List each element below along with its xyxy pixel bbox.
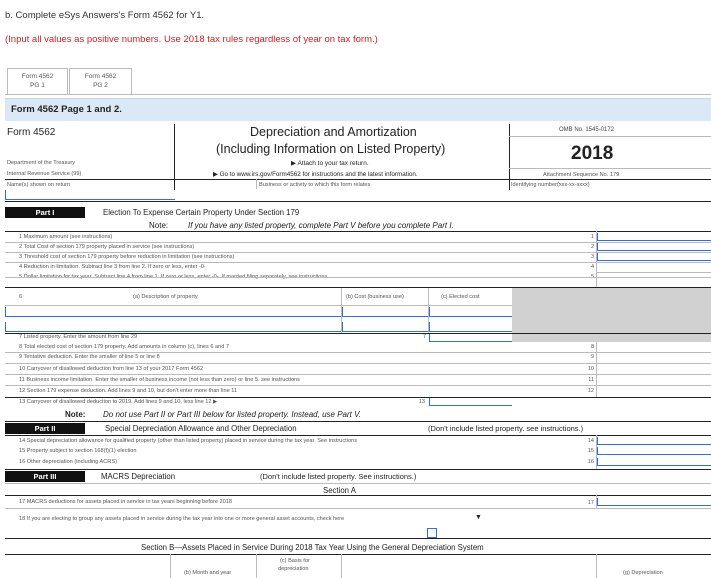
part1-note-label: Note: bbox=[149, 221, 169, 230]
line-11-rule bbox=[5, 385, 711, 386]
part2-note: (Don't include listed property. see instructions.) bbox=[428, 424, 584, 433]
tab-label: Form 4562 PG 2 bbox=[84, 73, 117, 89]
section-b-label: Section B—Assets Placed in Service During 2018 Tax Year Using the General Depreciation System bbox=[141, 543, 484, 552]
line-rule-4 bbox=[5, 277, 711, 278]
line-6c-elected-1[interactable] bbox=[429, 307, 512, 317]
line-12-text: 12 Section 179 expense deduction. Add lines 9 and 10, but don't enter more than line 11 bbox=[19, 388, 238, 394]
line-9-num: 9 bbox=[590, 354, 594, 360]
part3-label: Part III bbox=[5, 471, 85, 482]
part1-bottom-line bbox=[5, 421, 711, 422]
goto-text: ▶ Go to www.irs.gov/Form4562 for instructions and the latest information. bbox=[213, 171, 418, 178]
line-2-input[interactable] bbox=[597, 243, 711, 251]
col-b-month: (b) Month and year bbox=[184, 570, 232, 576]
section-a-line bbox=[5, 495, 711, 496]
line-15-input[interactable] bbox=[597, 447, 711, 455]
line-15-num: 15 bbox=[587, 448, 594, 454]
line-7-input[interactable] bbox=[429, 334, 512, 342]
col-a-header: (a) Description of property bbox=[133, 294, 198, 300]
part3-note: (Don't include listed property. See instructions.) bbox=[260, 472, 417, 481]
line-2-text: 2 Total Cost of section 179 property placed in service (see instructions) bbox=[19, 244, 195, 250]
irs-text: Internal Revenue Service (99) bbox=[7, 171, 82, 177]
line-17-rule bbox=[5, 508, 711, 509]
line-14-input[interactable] bbox=[597, 437, 711, 445]
divider-right bbox=[509, 124, 510, 190]
shaded-area-1 bbox=[512, 288, 711, 334]
line-3-text: 3 Threshold cost of section 179 property before reduction in limitation (see instructions) bbox=[19, 254, 235, 260]
omb-number: OMB No. 1545-0172 bbox=[559, 127, 615, 133]
section-b-col-2 bbox=[256, 554, 257, 578]
line-6c-elected-2[interactable] bbox=[429, 322, 512, 332]
names-label: Name(s) shown on return bbox=[7, 182, 71, 188]
divider-left bbox=[174, 124, 175, 190]
line-13-num: 13 bbox=[418, 399, 425, 405]
line-13-text: 13 Carryover of disallowed deduction to 2019. Add lines 9 and 10, less line 12 ▶ bbox=[19, 399, 218, 405]
line-8-num: 8 bbox=[590, 344, 594, 350]
line-7-num: 7 bbox=[422, 334, 426, 340]
line-3-input[interactable] bbox=[597, 253, 711, 261]
part2-top-line bbox=[5, 435, 711, 436]
line-8-rule bbox=[5, 352, 711, 353]
attachment-sequence: Attachment Sequence No. 179 bbox=[543, 172, 620, 178]
section-b-col-4 bbox=[596, 554, 597, 578]
line-18-arrow-icon: ▼ bbox=[475, 514, 482, 521]
part1-note: If you have any listed property, complete Part V before you complete Part I. bbox=[188, 221, 454, 230]
line-8-text: 8 Total elected cost of section 179 property. Add amounts in column (c), lines 6 and 7 bbox=[19, 344, 229, 350]
line-6b-cost-2[interactable] bbox=[342, 322, 428, 332]
part1-label: Part I bbox=[5, 207, 85, 218]
col-b-header: (b) Cost (business use) bbox=[346, 294, 404, 300]
tab-divider bbox=[5, 94, 711, 95]
omb-underline bbox=[509, 136, 711, 137]
shaded-area-2 bbox=[512, 334, 711, 342]
line-14-text: 14 Special depreciation allowance for qualified property (other than listed property) placed in service during the tax year. See instructions bbox=[19, 438, 357, 444]
header-bottom-line bbox=[5, 179, 711, 180]
line-1-num: 1 bbox=[590, 234, 594, 240]
line-10-rule bbox=[5, 374, 711, 375]
form-number: Form 4562 bbox=[7, 127, 56, 138]
line-18-checkbox[interactable] bbox=[427, 528, 437, 538]
section-b-line bbox=[5, 554, 711, 555]
line-17-text: 17 MACRS deductions for assets placed in service in tax years beginning before 2018 bbox=[19, 499, 232, 505]
line-7-text: 7 Listed property. Enter the amount from line 29 bbox=[19, 334, 138, 340]
line-17-input[interactable] bbox=[597, 498, 711, 506]
line-14-num: 14 bbox=[587, 438, 594, 444]
col-header-line bbox=[5, 305, 512, 306]
part3-title-rule bbox=[5, 483, 711, 484]
tab-form4562-pg2[interactable] bbox=[69, 68, 132, 94]
tab-label: Form 4562 PG 1 bbox=[21, 73, 54, 89]
line-18-bottom bbox=[5, 538, 711, 539]
line-1-input[interactable] bbox=[597, 233, 711, 241]
line-16-text: 16 Other depreciation (including ACRS) bbox=[19, 459, 117, 465]
line-18-text: 18 If you are electing to group any assets placed in service during the tax year into one or more general asset accounts, check here bbox=[19, 516, 345, 522]
line-rule-3 bbox=[5, 262, 711, 263]
line-4-num: 4 bbox=[590, 264, 594, 270]
part1-title: Election To Expense Certain Property Under Section 179 bbox=[103, 208, 300, 217]
line-4-rule bbox=[597, 272, 711, 273]
names-divider bbox=[256, 179, 257, 189]
part2-label: Part II bbox=[5, 423, 85, 434]
section-b-col-1 bbox=[170, 554, 171, 578]
part1-note2: Do not use Part II or Part III below for listed property. Instead, use Part V. bbox=[103, 410, 362, 419]
name-input[interactable] bbox=[5, 190, 175, 200]
tab-form4562-pg1[interactable] bbox=[7, 68, 68, 94]
line-1-text: 1 Maximum amount (see instructions) bbox=[19, 234, 113, 240]
line-num-col-left-2 bbox=[596, 342, 597, 398]
line-9-text: 9 Tentative deduction. Enter the smaller of line 5 or line 8 bbox=[19, 354, 160, 360]
line-16-num: 16 bbox=[587, 459, 594, 465]
line-11-text: 11 Business income limitation. Enter the smaller of business income (not less than zero) or line 5. see instructions bbox=[19, 377, 300, 383]
section-header-title: Form 4562 Page 1 and 2. bbox=[11, 104, 122, 115]
line-2-num: 2 bbox=[590, 244, 594, 250]
line-9-rule bbox=[5, 363, 711, 364]
part2-title: Special Depreciation Allowance and Other Depreciation bbox=[105, 424, 297, 433]
line-6a-desc-1[interactable] bbox=[5, 307, 341, 317]
col-c-basis-1: (c) Basis for bbox=[280, 558, 310, 564]
line-rule-2 bbox=[5, 252, 711, 253]
line-17-num: 17 bbox=[587, 500, 594, 506]
line-6a-desc-2[interactable] bbox=[5, 322, 341, 332]
col-g-depreciation: (g) Depreciation bbox=[623, 570, 663, 576]
line-12-num: 12 bbox=[587, 388, 594, 394]
id-label: Identifying number(xxx-xx-xxxx) bbox=[511, 182, 590, 188]
business-label: Business or activity to which this form relates bbox=[259, 182, 371, 188]
line-rule-1 bbox=[5, 242, 711, 243]
part1-note2-label: Note: bbox=[65, 410, 86, 419]
line-10-text: 10 Carryover of disallowed deduction from line 13 of your 2017 Form 4562 bbox=[19, 366, 204, 372]
line-16-input[interactable] bbox=[597, 458, 711, 466]
line-3-num: 3 bbox=[590, 254, 594, 260]
col-c-basis-2: depreciation bbox=[278, 566, 309, 572]
tax-year: 2018 bbox=[571, 143, 614, 164]
line-10-num: 10 bbox=[587, 366, 594, 372]
line-15-text: 15 Property subject to section 168(f)(1) election bbox=[19, 448, 137, 454]
section-b-col-3 bbox=[341, 554, 342, 578]
line-6b-cost-1[interactable] bbox=[342, 307, 428, 317]
attach-text: ▶ Attach to your tax return. bbox=[291, 160, 369, 167]
instruction-text: b. Complete eSys Answers's Form 4562 for Y1. bbox=[5, 10, 205, 21]
line-12-bottom bbox=[5, 397, 711, 398]
part2-bottom-line bbox=[5, 469, 711, 470]
line-13-input[interactable] bbox=[429, 398, 512, 406]
part1-top-line bbox=[5, 231, 711, 232]
form-subtitle: (Including Information on Listed Property) bbox=[216, 142, 446, 156]
warning-text: (Input all values as positive numbers. Use 2018 tax rules regardless of year on tax form.) bbox=[5, 34, 378, 45]
line-6-num: 6 bbox=[19, 294, 23, 300]
line-11-num: 11 bbox=[588, 377, 594, 383]
part3-title: MACRS Depreciation bbox=[101, 472, 176, 481]
names-bottom-line bbox=[5, 201, 711, 202]
section-a-label: Section A bbox=[323, 486, 356, 495]
year-underline bbox=[509, 168, 711, 169]
form-title: Depreciation and Amortization bbox=[250, 125, 417, 139]
line-4-text: 4 Reduction in limitation. Subtract line 3 from line 2. If zero or less, enter -0- bbox=[19, 264, 206, 270]
col-c-header: (c) Elected cost bbox=[441, 294, 480, 300]
dept-text: Department of the Treasury bbox=[7, 160, 76, 166]
